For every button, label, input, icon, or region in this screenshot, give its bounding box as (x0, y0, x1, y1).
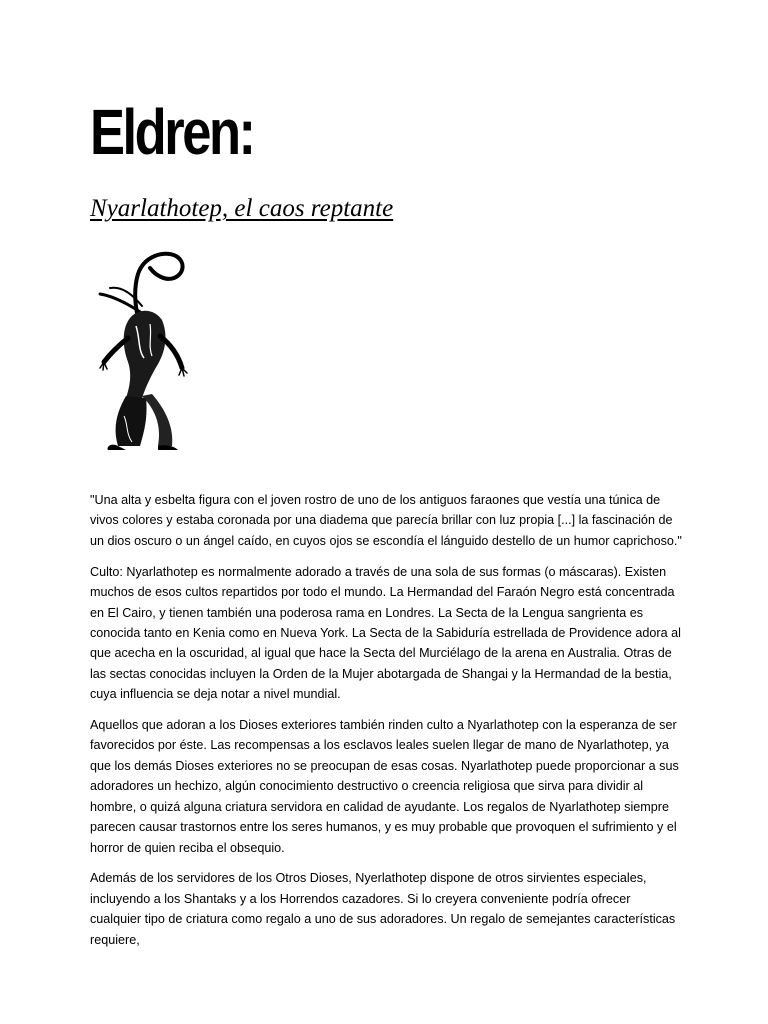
document-title: Eldren: (90, 96, 254, 168)
body-text (90, 490, 682, 961)
paragraph-culto: Culto: Nyarlathotep es normalmente adorado a través de una sola de sus formas (o máscaras). Existen muchos de esos cultos repartidos por todo el mundo. La Hermandad del Faraón Negro está concentrada en El Cairo, y tienen también una poderosa rama en Londres. La Secta de la Lengua sangrienta es conocida tanto en Kenia como en Nueva York. La Secta de la Sabiduría estrellada de Providence adora al que acecha en la oscuridad, al igual que hace la Secta del Murciélago de la arena en Australia. Otras de las sectas conocidas incluyen la Orden de la Mujer abotargada de Shangai y la Hermandad de la bestia, cuya influencia se deja notar a nivel mundial. (90, 564, 681, 702)
tentacled-creature-illustration (92, 246, 200, 452)
paragraph-servidores: Además de los servidores de los Otros Dioses, Nyerlathotep dispone de otros sirvientes especiales, incluyendo a los Shantaks y a los Horrendos cazadores. Si lo creyera conveniente podría ofrecer cualquier tipo de criatura como regalo a uno de sus adoradores. Un regalo de semejantes características requiere, (90, 871, 676, 947)
document-subtitle: Nyarlathotep, el caos reptante (90, 195, 394, 222)
paragraph-adoradores: Aquellos que adoran a los Dioses exteriores también rinden culto a Nyarlathotep con la esperanza de ser favorecidos por éste. Las recompensas a los esclavos leales suelen llegar de mano de Nyarlathotep, ya que los demás Dioses exteriores no se preocupan de esas cosas. Nyarlathotep puede proporcionar a sus adoradores un hechizo, algún conocimiento destructivo o creencia religiosa que sirva para dividir al hombre, o quizá alguna criatura servidora en calidad de ayudante. Los regalos de Nyarlathotep siempre parecen causar trastornos entre los seres humanos, y es muy probable que provoquen el sufrimiento y el horror de quien reciba el obsequio. (90, 718, 679, 855)
paragraph-quote: "Una alta y esbelta figura con el joven rostro de uno de los antiguos faraones que vestía una túnica de vivos colores y estaba coronada por una diadema que parecía brillar con luz propia [...] la fascinación de un dios oscuro o un ángel caído, en cuyos ojos se escondía el lánguido destello de un humor caprichoso." (90, 493, 682, 548)
